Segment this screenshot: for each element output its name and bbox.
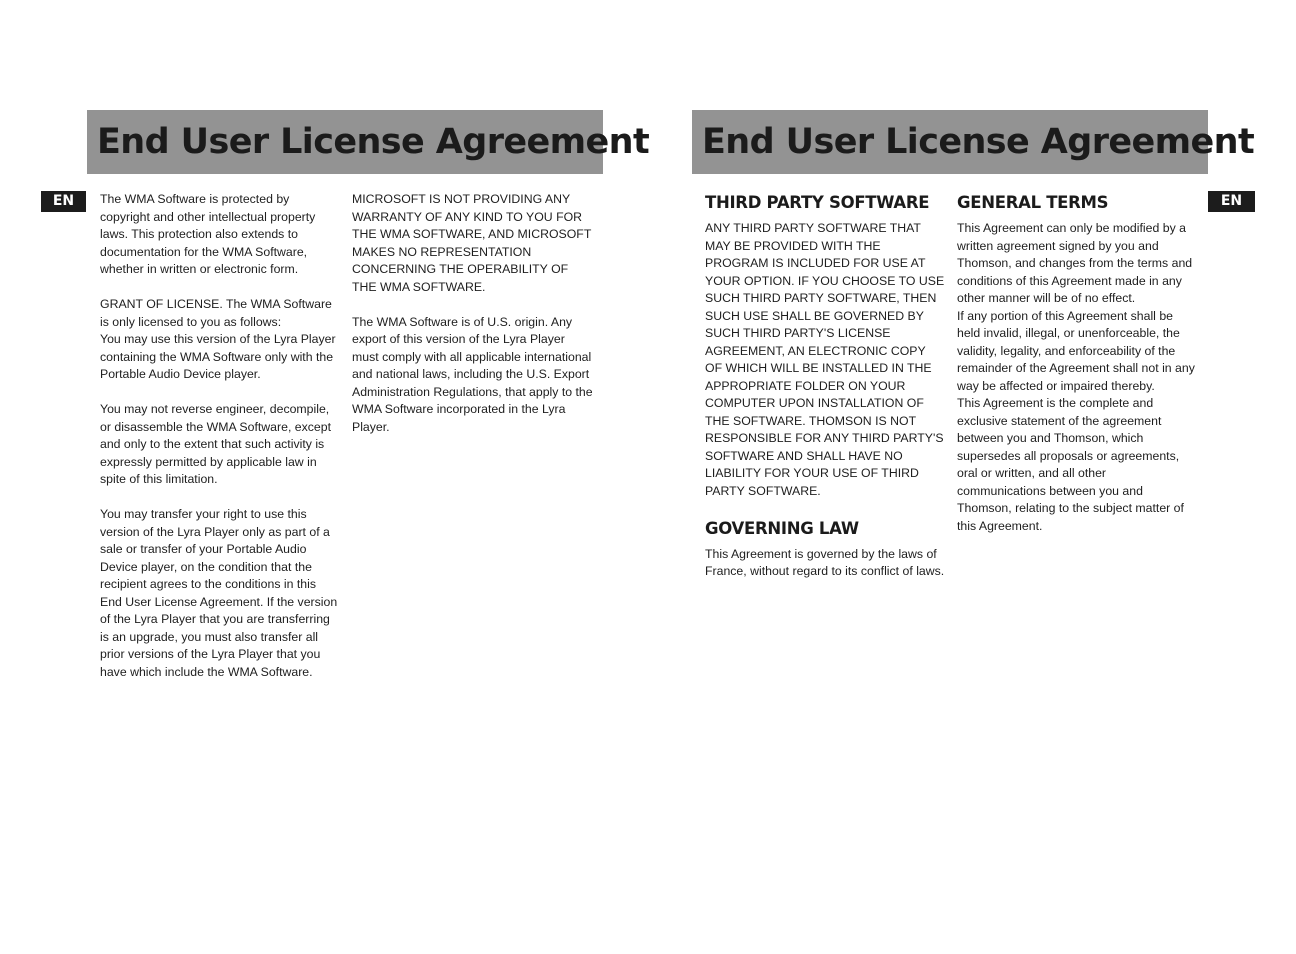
right-page-header — [692, 110, 1255, 174]
paragraph-reverse-engineer: You may not reverse engineer, decompile, or disassemble the WMA Software, except and only to the extent that such activity is expressly permitted by applicable law in spite of this limitation. — [100, 402, 332, 486]
section-general-terms — [957, 192, 1197, 535]
right-lang-tab: EN — [1208, 191, 1255, 212]
heading-third-party-software: THIRD PARTY SOFTWARE — [705, 193, 930, 212]
left-page-header — [87, 110, 650, 174]
heading-general-terms: GENERAL TERMS — [957, 193, 1109, 212]
left-page-title: End User License Agreement — [97, 122, 650, 162]
section-third-party-software — [705, 192, 945, 500]
paragraph-transfer: You may transfer your right to use this version of the Lyra Player only as part of a sale or transfer of your Portable Audio Device player, on the condition that the recipient agrees to the conditions in this End User License Agreement. If the version of the Lyra Player that you are transferring is an upgrade, you must also transfer all prior versions of the Lyra Player that you have which include the WMA Software. — [100, 507, 338, 679]
section-governing-law — [705, 518, 945, 581]
paragraph-protection: The WMA Software is protected by copyright and other intellectual property laws. This protection also extends to documentation for the WMA Software, whether in written or electronic form. — [100, 192, 316, 276]
left-column-2 — [352, 191, 594, 454]
paragraph-us-origin: The WMA Software is of U.S. origin. Any export of this version of the Lyra Player must comply with all applicable international and national laws, including the U.S. Export Administration Regulations, that apply to the WMA Software incorporated in the Lyra Player. — [352, 314, 593, 434]
right-column-2 — [957, 192, 1197, 553]
right-column-1 — [705, 192, 945, 598]
left-lang-tab: EN — [41, 191, 86, 212]
paragraph-no-warranty: MICROSOFT IS NOT PROVIDING ANY WARRANTY OF ANY KIND TO YOU FOR THE WMA SOFTWARE, AND MICROSOFT MAKES NO REPRESENTATION CONCERNING THE OPERABILITY OF THE WMA SOFTWARE. — [352, 192, 592, 294]
left-column-1 — [100, 191, 340, 699]
paragraph-general-terms: This Agreement can only be modified by a written agreement signed by you and Thomson, and changes from the terms and conditions of this Agreement made in any other manner will be of no effect. If any portion of this Agreement shall be held invalid, illegal, or unenforceable, the validity, legality, and enforceability of the remainder of the Agreement shall not in any way be affected or impaired thereby. This Agreement is the complete and exclusive statement of the agreement between you and Thomson, which supersedes all proposals or agreements, oral or written, and all other communications between you and Thomson, relating to the subject matter of this Agreement. — [957, 221, 1195, 533]
paragraph-third-party-software: ANY THIRD PARTY SOFTWARE THAT MAY BE PROVIDED WITH THE PROGRAM IS INCLUDED FOR USE AT YOUR OPTION. IF YOU CHOOSE TO USE SUCH THIRD PARTY SOFTWARE, THEN SUCH USE SHALL BE GOVERNED BY SUCH THIRD PARTY'S LICENSE AGREEMENT, AN ELECTRONIC COPY OF WHICH WILL BE INSTALLED IN THE APPROPRIATE FOLDER ON YOUR COMPUTER UPON INSTALLATION OF THE SOFTWARE. THOMSON IS NOT RESPONSIBLE FOR ANY THIRD PARTY'S SOFTWARE AND SHALL HAVE NO LIABILITY FOR YOUR USE OF THIRD PARTY SOFTWARE. — [705, 221, 945, 498]
paragraph-governing-law: This Agreement is governed by the laws of France, without regard to its conflict of laws. — [705, 546, 945, 578]
heading-governing-law: GOVERNING LAW — [705, 518, 859, 538]
paragraph-grant-of-license: GRANT OF LICENSE. The WMA Software is only licensed to you as follows: You may use this version of the Lyra Player containing the WMA Software only with the Portable Audio Device player. — [100, 297, 336, 381]
right-page-title: End User License Agreement — [702, 122, 1255, 162]
